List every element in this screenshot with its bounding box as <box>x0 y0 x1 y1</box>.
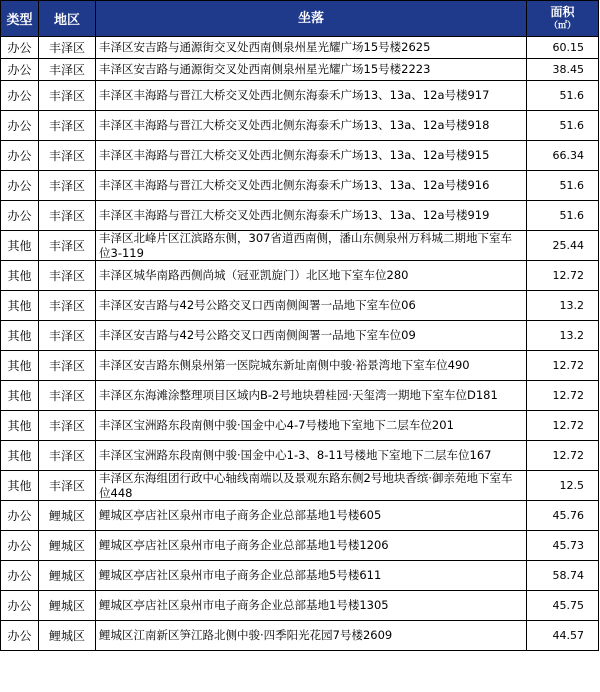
table-row <box>1 171 599 201</box>
table-row <box>1 231 599 261</box>
row-type: 其他 <box>1 471 39 501</box>
row-area: 45.73 <box>527 531 599 561</box>
row-location: 鲤城区亭店社区泉州市电子商务企业总部基地1号楼605 <box>96 501 527 531</box>
row-area: 44.57 <box>527 621 599 651</box>
row-type: 办公 <box>1 171 39 201</box>
row-type: 办公 <box>1 621 39 651</box>
row-area: 12.72 <box>527 411 599 441</box>
table-row <box>1 321 599 351</box>
row-type: 其他 <box>1 261 39 291</box>
table-row <box>1 621 599 651</box>
row-type: 办公 <box>1 111 39 141</box>
row-location: 鲤城区亭店社区泉州市电子商务企业总部基地1号楼1206 <box>96 531 527 561</box>
row-location: 丰泽区安吉路东侧泉州第一医院城东新址南侧中骏·裕景湾地下室车位490 <box>96 351 527 381</box>
row-area: 51.6 <box>527 201 599 231</box>
row-region: 丰泽区 <box>39 441 96 471</box>
table-row <box>1 531 599 561</box>
table-row <box>1 381 599 411</box>
row-location: 丰泽区安吉路与通源街交叉处西南侧泉州星光耀广场15号楼2223 <box>96 59 527 81</box>
row-type: 办公 <box>1 561 39 591</box>
header-area-label: 面积 <box>550 4 575 19</box>
row-type: 办公 <box>1 591 39 621</box>
row-location: 丰泽区东海组团行政中心轴线南端以及景观东路东侧2号地块香缤·御亲苑地下室车位448 <box>96 471 527 501</box>
row-location: 丰泽区丰海路与晋江大桥交叉处西北侧东海泰禾广场13、13a、12a号楼915 <box>96 141 527 171</box>
header-area <box>527 1 599 37</box>
row-region: 丰泽区 <box>39 59 96 81</box>
row-location: 丰泽区丰海路与晋江大桥交叉处西北侧东海泰禾广场13、13a、12a号楼918 <box>96 111 527 141</box>
row-location: 丰泽区东海滩涂整理项目区域内B-2号地块碧桂园·天玺湾一期地下室车位D181 <box>96 381 527 411</box>
table-row <box>1 291 599 321</box>
row-area: 51.6 <box>527 111 599 141</box>
header-location: 坐落 <box>96 1 527 37</box>
table-row <box>1 37 599 59</box>
row-type: 其他 <box>1 381 39 411</box>
table-row <box>1 591 599 621</box>
row-area: 13.2 <box>527 321 599 351</box>
row-location: 丰泽区城华南路西侧尚城（冠亚凯旋门）北区地下室车位280 <box>96 261 527 291</box>
row-area: 13.2 <box>527 291 599 321</box>
row-location: 丰泽区宝洲路东段南侧中骏·国金中心4-7号楼地下室地下二层车位201 <box>96 411 527 441</box>
row-location: 丰泽区丰海路与晋江大桥交叉处西北侧东海泰禾广场13、13a、12a号楼919 <box>96 201 527 231</box>
row-area: 66.34 <box>527 141 599 171</box>
row-region: 丰泽区 <box>39 201 96 231</box>
row-location: 丰泽区丰海路与晋江大桥交叉处西北侧东海泰禾广场13、13a、12a号楼917 <box>96 81 527 111</box>
row-type: 办公 <box>1 81 39 111</box>
row-area: 58.74 <box>527 561 599 591</box>
header-area-unit: （㎡） <box>548 20 576 31</box>
row-type: 办公 <box>1 501 39 531</box>
row-type: 办公 <box>1 201 39 231</box>
row-region: 丰泽区 <box>39 81 96 111</box>
row-location: 鲤城区亭店社区泉州市电子商务企业总部基地1号楼1305 <box>96 591 527 621</box>
table-body <box>1 37 599 651</box>
row-area: 38.45 <box>527 59 599 81</box>
row-region: 鲤城区 <box>39 501 96 531</box>
table-row <box>1 111 599 141</box>
row-area: 12.72 <box>527 261 599 291</box>
row-type: 办公 <box>1 37 39 59</box>
row-region: 丰泽区 <box>39 351 96 381</box>
header-region: 地区 <box>39 1 96 37</box>
table-row <box>1 261 599 291</box>
row-region: 丰泽区 <box>39 291 96 321</box>
row-region: 丰泽区 <box>39 261 96 291</box>
row-type: 其他 <box>1 351 39 381</box>
row-area: 12.72 <box>527 381 599 411</box>
table-row <box>1 81 599 111</box>
row-area: 51.6 <box>527 81 599 111</box>
row-region: 丰泽区 <box>39 171 96 201</box>
table-row <box>1 411 599 441</box>
row-location: 鲤城区江南新区笋江路北侧中骏·四季阳光花园7号楼2609 <box>96 621 527 651</box>
row-type: 办公 <box>1 531 39 561</box>
table-header <box>1 1 599 37</box>
row-area: 45.76 <box>527 501 599 531</box>
row-region: 鲤城区 <box>39 591 96 621</box>
table-row <box>1 471 599 501</box>
row-area: 60.15 <box>527 37 599 59</box>
row-type: 其他 <box>1 441 39 471</box>
row-area: 12.5 <box>527 471 599 501</box>
row-type: 其他 <box>1 411 39 441</box>
row-location: 丰泽区安吉路与通源街交叉处西南侧泉州星光耀广场15号楼2625 <box>96 37 527 59</box>
row-region: 鲤城区 <box>39 561 96 591</box>
row-area: 12.72 <box>527 351 599 381</box>
row-region: 丰泽区 <box>39 321 96 351</box>
table-row <box>1 561 599 591</box>
row-type: 其他 <box>1 291 39 321</box>
table-row <box>1 59 599 81</box>
row-location: 丰泽区安吉路与42号公路交叉口西南侧闽署一品地下室车位06 <box>96 291 527 321</box>
row-region: 丰泽区 <box>39 381 96 411</box>
row-region: 丰泽区 <box>39 231 96 261</box>
row-region: 丰泽区 <box>39 37 96 59</box>
row-region: 鲤城区 <box>39 531 96 561</box>
row-region: 鲤城区 <box>39 621 96 651</box>
header-type: 类型 <box>1 1 39 37</box>
row-location: 丰泽区北峰片区江滨路东侧，307省道西南侧，潘山东侧泉州万科城二期地下室车位3-119 <box>96 231 527 261</box>
row-type: 办公 <box>1 141 39 171</box>
table-row <box>1 501 599 531</box>
row-area: 51.6 <box>527 171 599 201</box>
row-location: 鲤城区亭店社区泉州市电子商务企业总部基地5号楼611 <box>96 561 527 591</box>
row-region: 丰泽区 <box>39 141 96 171</box>
row-region: 丰泽区 <box>39 471 96 501</box>
row-area: 25.44 <box>527 231 599 261</box>
row-region: 丰泽区 <box>39 411 96 441</box>
table-row <box>1 141 599 171</box>
row-area: 45.75 <box>527 591 599 621</box>
row-area: 12.72 <box>527 441 599 471</box>
row-location: 丰泽区丰海路与晋江大桥交叉处西北侧东海泰禾广场13、13a、12a号楼916 <box>96 171 527 201</box>
table-row <box>1 351 599 381</box>
table-row <box>1 201 599 231</box>
row-type: 其他 <box>1 321 39 351</box>
row-region: 丰泽区 <box>39 111 96 141</box>
table-row <box>1 441 599 471</box>
row-type: 办公 <box>1 59 39 81</box>
row-type: 其他 <box>1 231 39 261</box>
row-location: 丰泽区安吉路与42号公路交叉口西南侧闽署一品地下室车位09 <box>96 321 527 351</box>
row-location: 丰泽区宝洲路东段南侧中骏·国金中心1-3、8-11号楼地下室地下二层车位167 <box>96 441 527 471</box>
